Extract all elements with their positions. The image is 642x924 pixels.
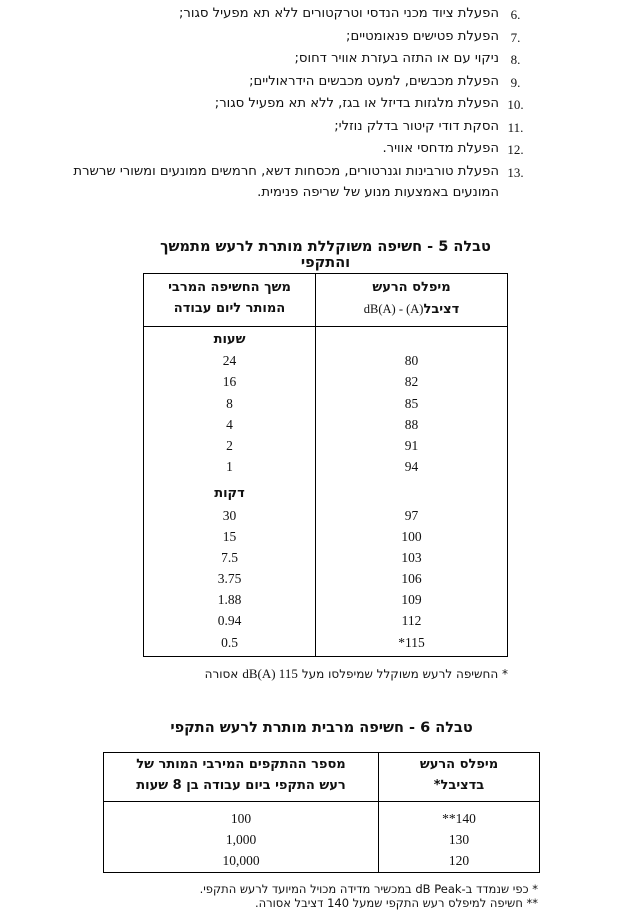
table5-footnote-suffix: אסורה bbox=[204, 667, 239, 681]
table5-level-value: 97 bbox=[404, 507, 419, 523]
table5-duration-value: 30 bbox=[222, 507, 237, 523]
list-item bbox=[33, 161, 527, 204]
table6-level-values bbox=[379, 802, 539, 871]
table6-header-noise-level-line2: בדציבל* bbox=[433, 777, 485, 793]
table5-duration-value: שעות bbox=[213, 332, 246, 347]
list-item bbox=[33, 26, 527, 49]
numbered-list bbox=[33, 3, 527, 204]
list-item-number: 12. bbox=[507, 142, 524, 157]
table6-title: טבלה 6 - חשיפה מרבית מותרת לרעש התקפי bbox=[170, 720, 473, 736]
table5-duration-value: 3.75 bbox=[217, 571, 242, 587]
table6-header-impulse-count bbox=[104, 753, 378, 802]
list-item bbox=[33, 138, 527, 161]
list-item-number: 9. bbox=[510, 74, 521, 90]
table5-duration-value: דקות bbox=[214, 486, 245, 502]
list-item-text: הסקת דודי קיטור בדלק נוזלי; bbox=[334, 118, 499, 134]
table6-count-value: 10,000 bbox=[222, 852, 260, 868]
list-item-number: 7. bbox=[510, 29, 521, 45]
table6-level-value: 120 bbox=[448, 852, 470, 868]
table5-duration-values bbox=[144, 327, 315, 653]
table6-header-impulse-count-line2: רעש התקפי ביום עבודה בן 8 שעות bbox=[136, 777, 346, 793]
table6-footnotes bbox=[200, 883, 538, 910]
list-item-text: הפעלת מדחסי אוויר. bbox=[382, 141, 499, 156]
table6-count-values bbox=[104, 802, 378, 871]
table5-title: טבלה 5 - חשיפה משוקללת מותרת לרעש מתמשך והתקפי bbox=[160, 239, 491, 271]
table5-level-value: 80 bbox=[404, 353, 419, 369]
table5-duration-value: 0.5 bbox=[221, 634, 238, 650]
table5-duration-value: 16 bbox=[222, 374, 237, 390]
table5-level-value: *115 bbox=[398, 634, 425, 650]
table5-level-value: 106 bbox=[401, 571, 422, 587]
list-item-text: הפעלת מלגזות בדיזל או בגז, ללא תא מפעיל סגור; bbox=[214, 96, 499, 111]
table5 bbox=[143, 273, 508, 657]
table5-duration-value: 24 bbox=[222, 353, 237, 369]
table5-level-value: 103 bbox=[401, 549, 422, 565]
table5-header-duration-line2: המותר ליום עבודה bbox=[173, 300, 286, 316]
table5-level-value: 88 bbox=[404, 416, 419, 432]
table5-level-value: 112 bbox=[401, 613, 422, 629]
list-item-number: 8. bbox=[510, 52, 521, 67]
table5-level-value: 100 bbox=[401, 528, 422, 544]
table5-footnote-prefix: * החשיפה לרעש משוקלל שמיפלסו מעל bbox=[301, 667, 508, 681]
table5-duration-value: 1 bbox=[226, 459, 233, 475]
table5-level-value bbox=[316, 483, 507, 504]
table5-unit-hebrew: דציבל bbox=[423, 301, 460, 317]
list-item bbox=[33, 93, 527, 116]
list-item-text: ניקוי עם או התזה בעזרת אוויר דחוס; bbox=[294, 51, 499, 66]
list-item bbox=[33, 48, 527, 71]
table5-level-value: 91 bbox=[404, 437, 419, 453]
list-item-text: הפעלת פטישים פנאומטיים; bbox=[346, 28, 499, 44]
table5-footnote bbox=[205, 666, 508, 682]
table5-level-value: 85 bbox=[404, 395, 419, 411]
list-item bbox=[33, 3, 527, 26]
table6-header-impulse-count-line1: מספר ההתקפים המירבי המותר של bbox=[136, 757, 346, 772]
table6-column-noise-level bbox=[378, 753, 539, 872]
table6-header-noise-level bbox=[379, 753, 539, 802]
table5-header-noise-level-line1: מיפלס הרעש bbox=[372, 280, 451, 295]
table5-duration-value: 2 bbox=[226, 437, 233, 453]
table5-level-values bbox=[316, 327, 507, 653]
table5-duration-value: 4 bbox=[226, 416, 233, 432]
table5-unit-latin: dB(A) - (A) bbox=[363, 301, 424, 316]
table6 bbox=[103, 752, 540, 873]
table5-footnote-value: dB(A) 115 bbox=[242, 666, 298, 681]
table6-footnote-1: * כפי שנמדד ב-dB Peak במכשיר מדידה מכויל המיועד לרעש התקפי. bbox=[199, 882, 538, 896]
table5-header-duration bbox=[144, 274, 315, 327]
table5-duration-value: 8 bbox=[226, 395, 233, 411]
table5-level-value: 109 bbox=[401, 592, 422, 608]
table6-count-value: 100 bbox=[230, 811, 252, 826]
table6-footnote-2: ** חשיפה למיפלס רעש התקפי שמעל 140 דציבל אסורה. bbox=[254, 895, 538, 910]
table6-header-noise-level-line1: מיפלס הרעש bbox=[419, 757, 499, 772]
list-item-number: 11. bbox=[507, 119, 524, 135]
list-item bbox=[33, 71, 527, 94]
list-item-number: 6. bbox=[510, 7, 521, 22]
list-item-text: הפעלת טורבינות וגנרטורים, מכסחות דשא, חרמשים ממונעים ומשורי שרשרת המונעים באמצעות מנוע של שריפה פנימית. bbox=[73, 163, 499, 200]
table5-column-noise-level bbox=[315, 274, 507, 656]
table5-duration-value: 7.5 bbox=[221, 549, 238, 565]
list-item-text: הפעלת מכבשים, למעט מכבשים הידראוליים; bbox=[249, 73, 499, 89]
list-item-number: 13. bbox=[507, 164, 524, 180]
table5-duration-value: 0.94 bbox=[217, 613, 242, 629]
list-item bbox=[33, 116, 527, 139]
table5-column-duration bbox=[144, 274, 315, 656]
table5-duration-value: 1.88 bbox=[217, 592, 242, 608]
list-item-number: 10. bbox=[507, 97, 524, 112]
list-item-text: הפעלת ציוד מכני הנדסי וטרקטורים ללא תא מפעיל סגור; bbox=[178, 6, 499, 21]
table5-level-value: 82 bbox=[404, 374, 419, 390]
table5-level-value bbox=[316, 329, 507, 350]
table6-column-impulse-count bbox=[104, 753, 378, 872]
table6-level-value: 130 bbox=[448, 831, 470, 847]
table5-level-value: 94 bbox=[404, 459, 419, 475]
table5-header-noise-level-unit bbox=[316, 299, 507, 320]
table6-level-value: **140 bbox=[442, 811, 476, 826]
table5-header-duration-line1: משך החשיפה המרבי bbox=[168, 280, 291, 295]
table5-duration-value: 15 bbox=[222, 528, 237, 544]
table5-header-noise-level bbox=[316, 274, 507, 327]
table6-count-value: 1,000 bbox=[225, 831, 257, 847]
